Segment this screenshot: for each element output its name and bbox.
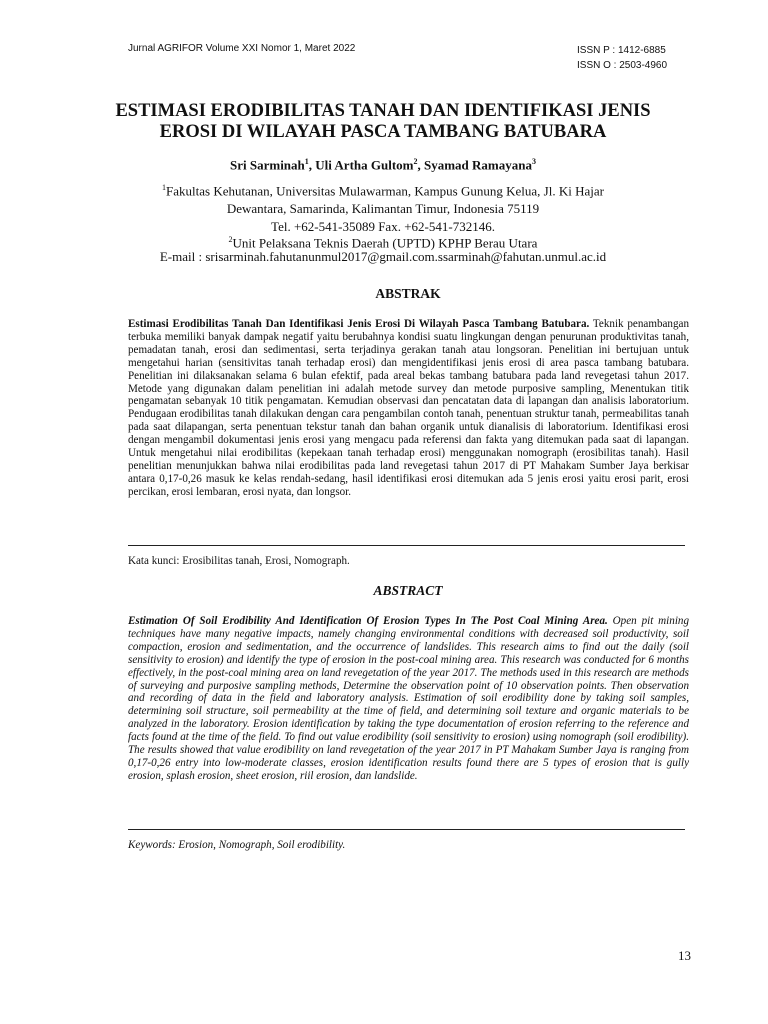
affiliation-1-line1: Fakultas Kehutanan, Universitas Mulawarman, Kampus Gunung Kelua, Jl. Ki Hajar	[166, 183, 604, 199]
issn-online: ISSN O : 2503-4960	[577, 60, 668, 71]
affiliation-1-line2: Dewantara, Samarinda, Kalimantan Timur, Indonesia 75119	[226, 201, 540, 217]
issn-print: ISSN P : 1412-6885	[577, 45, 666, 56]
abstract-body	[128, 615, 689, 783]
abstract-keywords-value: : Erosion, Nomograph, Soil erodibility.	[171, 839, 346, 851]
affiliation-2-line1: Unit Pelaksana Teknis Daerah (UPTD) KPHP Berau Utara	[232, 235, 538, 251]
abstract-keywords	[128, 839, 345, 851]
abstract-title: Estimation Of Soil Erodibility And Identification Of Erosion Types In The Post Coal Mining Area.	[128, 615, 608, 627]
abstract-divider	[128, 829, 685, 830]
abstract-heading: ABSTRACT	[373, 583, 443, 598]
author-3: Syamad Ramayana	[424, 157, 532, 173]
affiliation-1	[110, 179, 656, 236]
journal-header: Jurnal AGRIFOR Volume XXI Nomor 1, Maret 2022	[128, 43, 356, 54]
paper-title	[110, 101, 656, 143]
author-2: Uli Artha Gultom	[315, 157, 414, 173]
abstrak-title: Estimasi Erodibilitas Tanah Dan Identifikasi Jenis Erosi Di Wilayah Pasca Tambang Batubara.	[128, 318, 590, 330]
abstract-text: Open pit mining techniques have many negative impacts, namely changing environmental conditions with decreased soil productivity, soil compaction, erosion and sedimentation, and the occurrence of landslides. This research aims to find out the daily (soil sensitivity to erosion) and identify the type of erosion in the post-coal mining area. This research was conducted for 6 months effectively, in the post-coal mining area on land revegetation of the year 2017. The methods used in this research are methods of surveying and purposive sampling methods, Determine the observation point of 10 observation points. Then observation and recording of data in the field and laboratory analysis. Estimation of soil erodibility done by taking soil samples, determining soil structure, soil permeability at the time of field, and determining soil texture and organic materials to be analyzed in the laboratory. Erosion identification by taking the type documentation of erosion referring to the reference and facts found at the time of the field. To find out value erodibility (soil sensitivity to erosion) using nomograph (soil erodibility). The results showed that value erodibility on land revegetation of the year 2017 in PT Mahakam Sumber Jaya is ranging from 0,17-0,26 entry into low-moderate classes, erosion identification results found there are 5 types of erosion that is gully erosion, splash erosion, sheet erosion, riil erosion, dan landslide.	[128, 615, 689, 782]
author-3-sup: 3	[532, 157, 536, 166]
paper-title-line2: EROSI DI WILAYAH PASCA TAMBANG BATUBARA	[159, 122, 607, 142]
author-separator: ,	[308, 157, 316, 173]
abstrak-text: Teknik penambangan terbuka memiliki banyak dampak negatif yaitu berubahnya kondisi suatu lingkungan dengan penurunan produktivitas tanah, pemadatan tanah, erosi dan sedimentasi, serta terjadinya gerakan tanah atau longsoran. Penelitian ini bertujuan untuk mengetahui harian (sensitivitas tanah terhadap erosi) dan mengidentifikasi jenis erosi di area pasca tambang batubara. Penelitian ini dilaksanakan selama 6 bulan efektif, pada areal bekas tambang batubara pada land revegetasi tahun 2017. Metode yang digunakan dalam penelitian ini adalah metode survey dan metode purposive sampling, Menentukan titik pengamatan sebanyak 10 titik pengamatan. Kemudian observasi dan pencatatan data di lapangan dan analisis laboratorium. Pendugaan erodibilitas tanah dilakukan dengan cara pengambilan contoh tanah, penentuan struktur tanah, permeabilitas tanah pada saat dilapangan, serta penentuan tekstur tanah dan bahan organik untuk dianalisis di laboratorium. Identifikasi erosi dengan mengambil dokumentasi jenis erosi yang mengacu pada referensi dan fakta yang ditemukan pada saat di lapangan. Untuk mengetahui nilai erodibilitas (kepekaan tanah terhadap erosi) menggunakan nomograph (erosibilitas tanah). Hasil penelitian menunjukkan bahwa nilai erodibilitas pada land revegetasi tahun 2017 di PT Mahakam Sumber Jaya berkisar antara 0,17-0,26 masuk ke kelas rendah-sedang, hasil identifikasi erosi ditemukan ada 5 jenis erosi yaitu erosi parit, erosi percikan, erosi lembaran, erosi nyata, dan longsor.	[128, 318, 689, 498]
abstrak-heading: ABSTRAK	[375, 286, 441, 301]
author-2-sup: 2	[413, 157, 418, 166]
issn-block	[577, 43, 667, 73]
affiliation-2-sup: 2	[228, 235, 233, 244]
author-separator: ,	[417, 157, 424, 173]
abstrak-keywords: Kata kunci: Erosibilitas tanah, Erosi, Nomograph.	[128, 555, 350, 567]
author-1-sup: 1	[304, 157, 309, 166]
author-list	[110, 157, 656, 173]
abstrak-divider	[128, 545, 685, 546]
affiliation-1-sup: 1	[162, 183, 167, 192]
abstrak-body	[128, 318, 689, 499]
page-number: 13	[678, 948, 691, 963]
affiliation-1-line3: Tel. +62-541-35089 Fax. +62-541-732146.	[271, 219, 495, 235]
author-1: Sri Sarminah	[230, 157, 305, 173]
paper-title-line1: ESTIMASI ERODIBILITAS TANAH DAN IDENTIFIKASI JENIS	[115, 101, 651, 121]
author-email: E-mail : srisarminah.fahutanunmul2017@gmail.com.ssarminah@fahutan.unmul.ac.id	[159, 249, 607, 264]
abstract-keywords-label: Keywords	[128, 839, 172, 851]
